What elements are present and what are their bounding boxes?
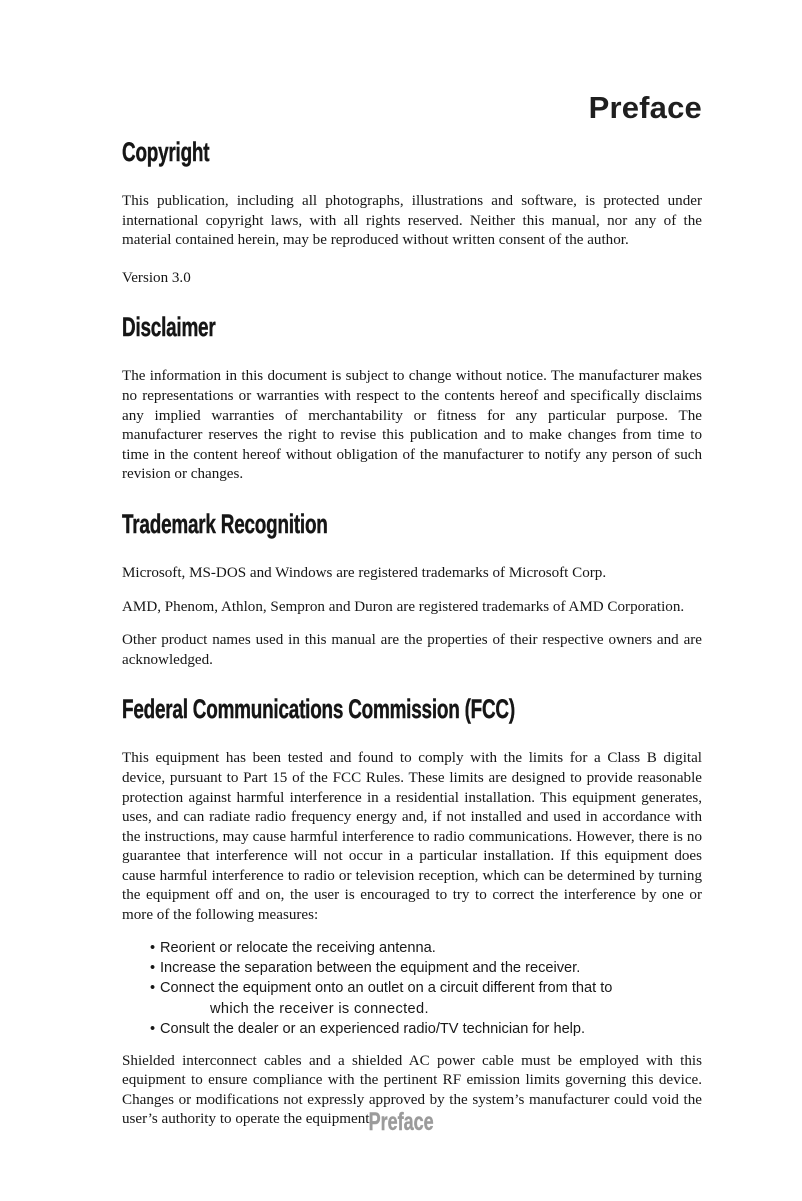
copyright-paragraph: This publication, including all photographs, illustrations and software, is protected under international copyright laws, with all rights reserved. Neither this manual, nor any of the material contained herein, may be reproduced without written consent of the author. <box>122 193 702 249</box>
list-item <box>122 938 702 958</box>
section-heading-fcc: Federal Communications Commission (FCC) <box>122 694 515 725</box>
bullet-icon: • <box>150 1021 156 1038</box>
list-item <box>122 958 702 978</box>
spacer <box>122 926 702 938</box>
spacer <box>122 538 702 564</box>
spacer <box>122 670 702 696</box>
bullet-icon: • <box>150 939 156 956</box>
version-text: Version 3.0 <box>122 269 191 286</box>
spacer <box>122 485 702 511</box>
list-item <box>122 1019 702 1039</box>
spacer <box>122 584 702 598</box>
list-item-label: Increase the separation between the equipment and the receiver. <box>160 960 581 977</box>
page-title: Preface <box>588 90 702 125</box>
disclaimer-paragraph: The information in this document is subject to change without notice. The manufacturer makes no representations or warranties with respect to the contents hereof and specifically disclaims any implied warranties of merchantability or fitness for any particular purpose. The manufacturer reserves the right to revise this publication and to make changes from time to time in the content hereof without obligation of the manufacturer to notify any person of such revision or changes. <box>122 368 702 483</box>
page-footer <box>0 1110 802 1135</box>
spacer <box>122 1040 702 1052</box>
list-item-label: Connect the equipment onto an outlet on a circuit different from that to <box>160 980 613 997</box>
spacer <box>122 251 702 269</box>
section-heading-disclaimer: Disclaimer <box>122 312 216 343</box>
list-item-label: Consult the dealer or an experienced radio/TV technician for help. <box>160 1021 586 1038</box>
spacer <box>122 288 702 314</box>
list-item <box>122 978 702 1019</box>
spacer <box>122 341 702 367</box>
spacer <box>122 617 702 631</box>
section-heading-trademark: Trademark Recognition <box>122 508 328 539</box>
list-item-label: Reorient or relocate the receiving antenna. <box>160 939 436 956</box>
spacer <box>122 723 702 749</box>
bullet-icon: • <box>150 960 156 977</box>
trademark-paragraph-2: AMD, Phenom, Athlon, Sempron and Duron are registered trademarks of AMD Corporation. <box>122 598 685 615</box>
trademark-paragraph-3: Other product names used in this manual are the properties of their respective owners and are acknowledged. <box>122 632 702 668</box>
section-heading-copyright: Copyright <box>122 137 210 167</box>
document-content <box>122 130 702 1130</box>
fcc-paragraph-2: Shielded interconnect cables and a shielded AC power cable must be employed with this equipment to ensure compliance with the pertinent RF emission limits governing this device. Changes or modifications not expressly approved by the system’s manufacturer could void the user’s authority to operate the equipment. <box>122 1052 702 1128</box>
bullet-icon: • <box>150 980 156 997</box>
list-item-label-continued: which the receiver is connected. <box>210 1000 429 1017</box>
trademark-paragraph-1: Microsoft, MS-DOS and Windows are registered trademarks of Microsoft Corp. <box>122 564 607 581</box>
fcc-measures-list <box>122 938 702 1040</box>
fcc-paragraph-1: This equipment has been tested and found to comply with the limits for a Class B digital device, pursuant to Part 15 of the FCC Rules. These limits are designed to provide reasonable protection against harmful interference in a residential installation. This equipment generates, uses, and can radiate radio frequency energy and, if not installed and used in accordance with the instructions, may cause harmful interference to radio communications. However, there is no guarantee that interference will not occur in a particular installation. If this equipment does cause harmful interference to radio or television reception, which can be determined by turning the equipment off and on, the user is encouraged to try to correct the interference by one or more of the following measures: <box>122 750 702 924</box>
spacer <box>122 166 702 192</box>
footer-label: Preface <box>368 1108 434 1136</box>
